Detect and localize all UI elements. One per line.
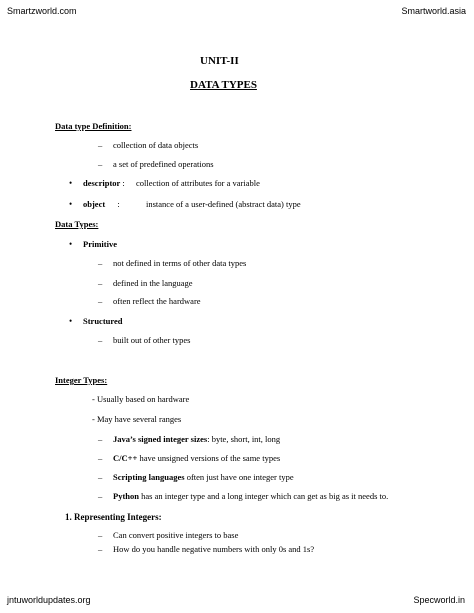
dash-marker: – [98,258,103,268]
definition-item: a set of predefined operations [113,159,214,169]
scripting-text: often just have one integer type [184,472,294,482]
dash-marker: – [98,159,103,169]
bullet-marker: • [69,239,73,249]
dash-marker: – [98,296,103,306]
structured-heading: Structured [83,316,123,326]
object-text: instance of a user-defined (abstract data) type [146,199,301,209]
footer-left-text: jntuworldupdates.org [7,595,91,605]
scripting-term: Scripting languages [113,472,185,482]
descriptor-text: collection of attributes for a variable [136,178,260,188]
definition-item: collection of data objects [113,140,199,150]
java-sizes-text: : byte, short, int, long [207,434,281,444]
dash-marker: – [98,453,103,463]
java-sizes-row [113,434,280,445]
bullet-marker: • [69,178,73,188]
python-text: has an integer type and a long integer which can get as big as it needs to. [138,491,389,501]
c-types-row [113,453,280,464]
dash-marker: – [98,544,103,554]
dash-marker: – [98,278,103,288]
bullet-marker: • [69,199,73,209]
c-types-term: C/C++ [113,453,138,463]
scripting-row [113,472,294,483]
descriptor-row [83,178,125,189]
primitive-item: not defined in terms of other data types [113,258,247,268]
representing-item: How do you handle negative numbers with only 0s and 1s? [113,544,315,554]
descriptor-term: descriptor [83,178,121,188]
integer-line: - Usually based on hardware [92,394,190,404]
java-sizes-term: Java’s signed integer sizes [113,434,208,444]
integer-types-heading: Integer Types: [55,375,108,385]
page-title: DATA TYPES [190,79,257,91]
primitive-item: often reflect the hardware [113,296,201,306]
structured-item: built out of other types [113,335,191,345]
primitive-heading: Primitive [83,239,117,249]
representing-item: Can convert positive integers to base [113,530,239,540]
header-left-text: Smartzworld.com [7,6,77,16]
unit-heading: UNIT-II [200,55,239,67]
data-types-heading: Data Types: [55,219,99,229]
footer-right-text: Specworld.in [413,595,465,605]
integer-line: - May have several ranges [92,414,182,424]
header-right-text: Smartworld.asia [401,6,466,16]
c-types-text: have unsigned versions of the same types [137,453,281,463]
representing-heading: 1. Representing Integers: [65,512,162,522]
dash-marker: – [98,335,103,345]
python-row [113,491,388,502]
object-row [83,199,120,210]
dash-marker: – [98,491,103,501]
dash-marker: – [98,530,103,540]
object-term: object [83,199,106,209]
dash-marker: – [98,434,103,444]
dash-marker: – [98,472,103,482]
object-separator: : [117,199,120,209]
python-term: Python [113,491,139,501]
definition-heading: Data type Definition: [55,121,132,131]
dash-marker: – [98,140,103,150]
primitive-item: defined in the language [113,278,193,288]
descriptor-separator: : [122,178,125,188]
bullet-marker: • [69,316,73,326]
